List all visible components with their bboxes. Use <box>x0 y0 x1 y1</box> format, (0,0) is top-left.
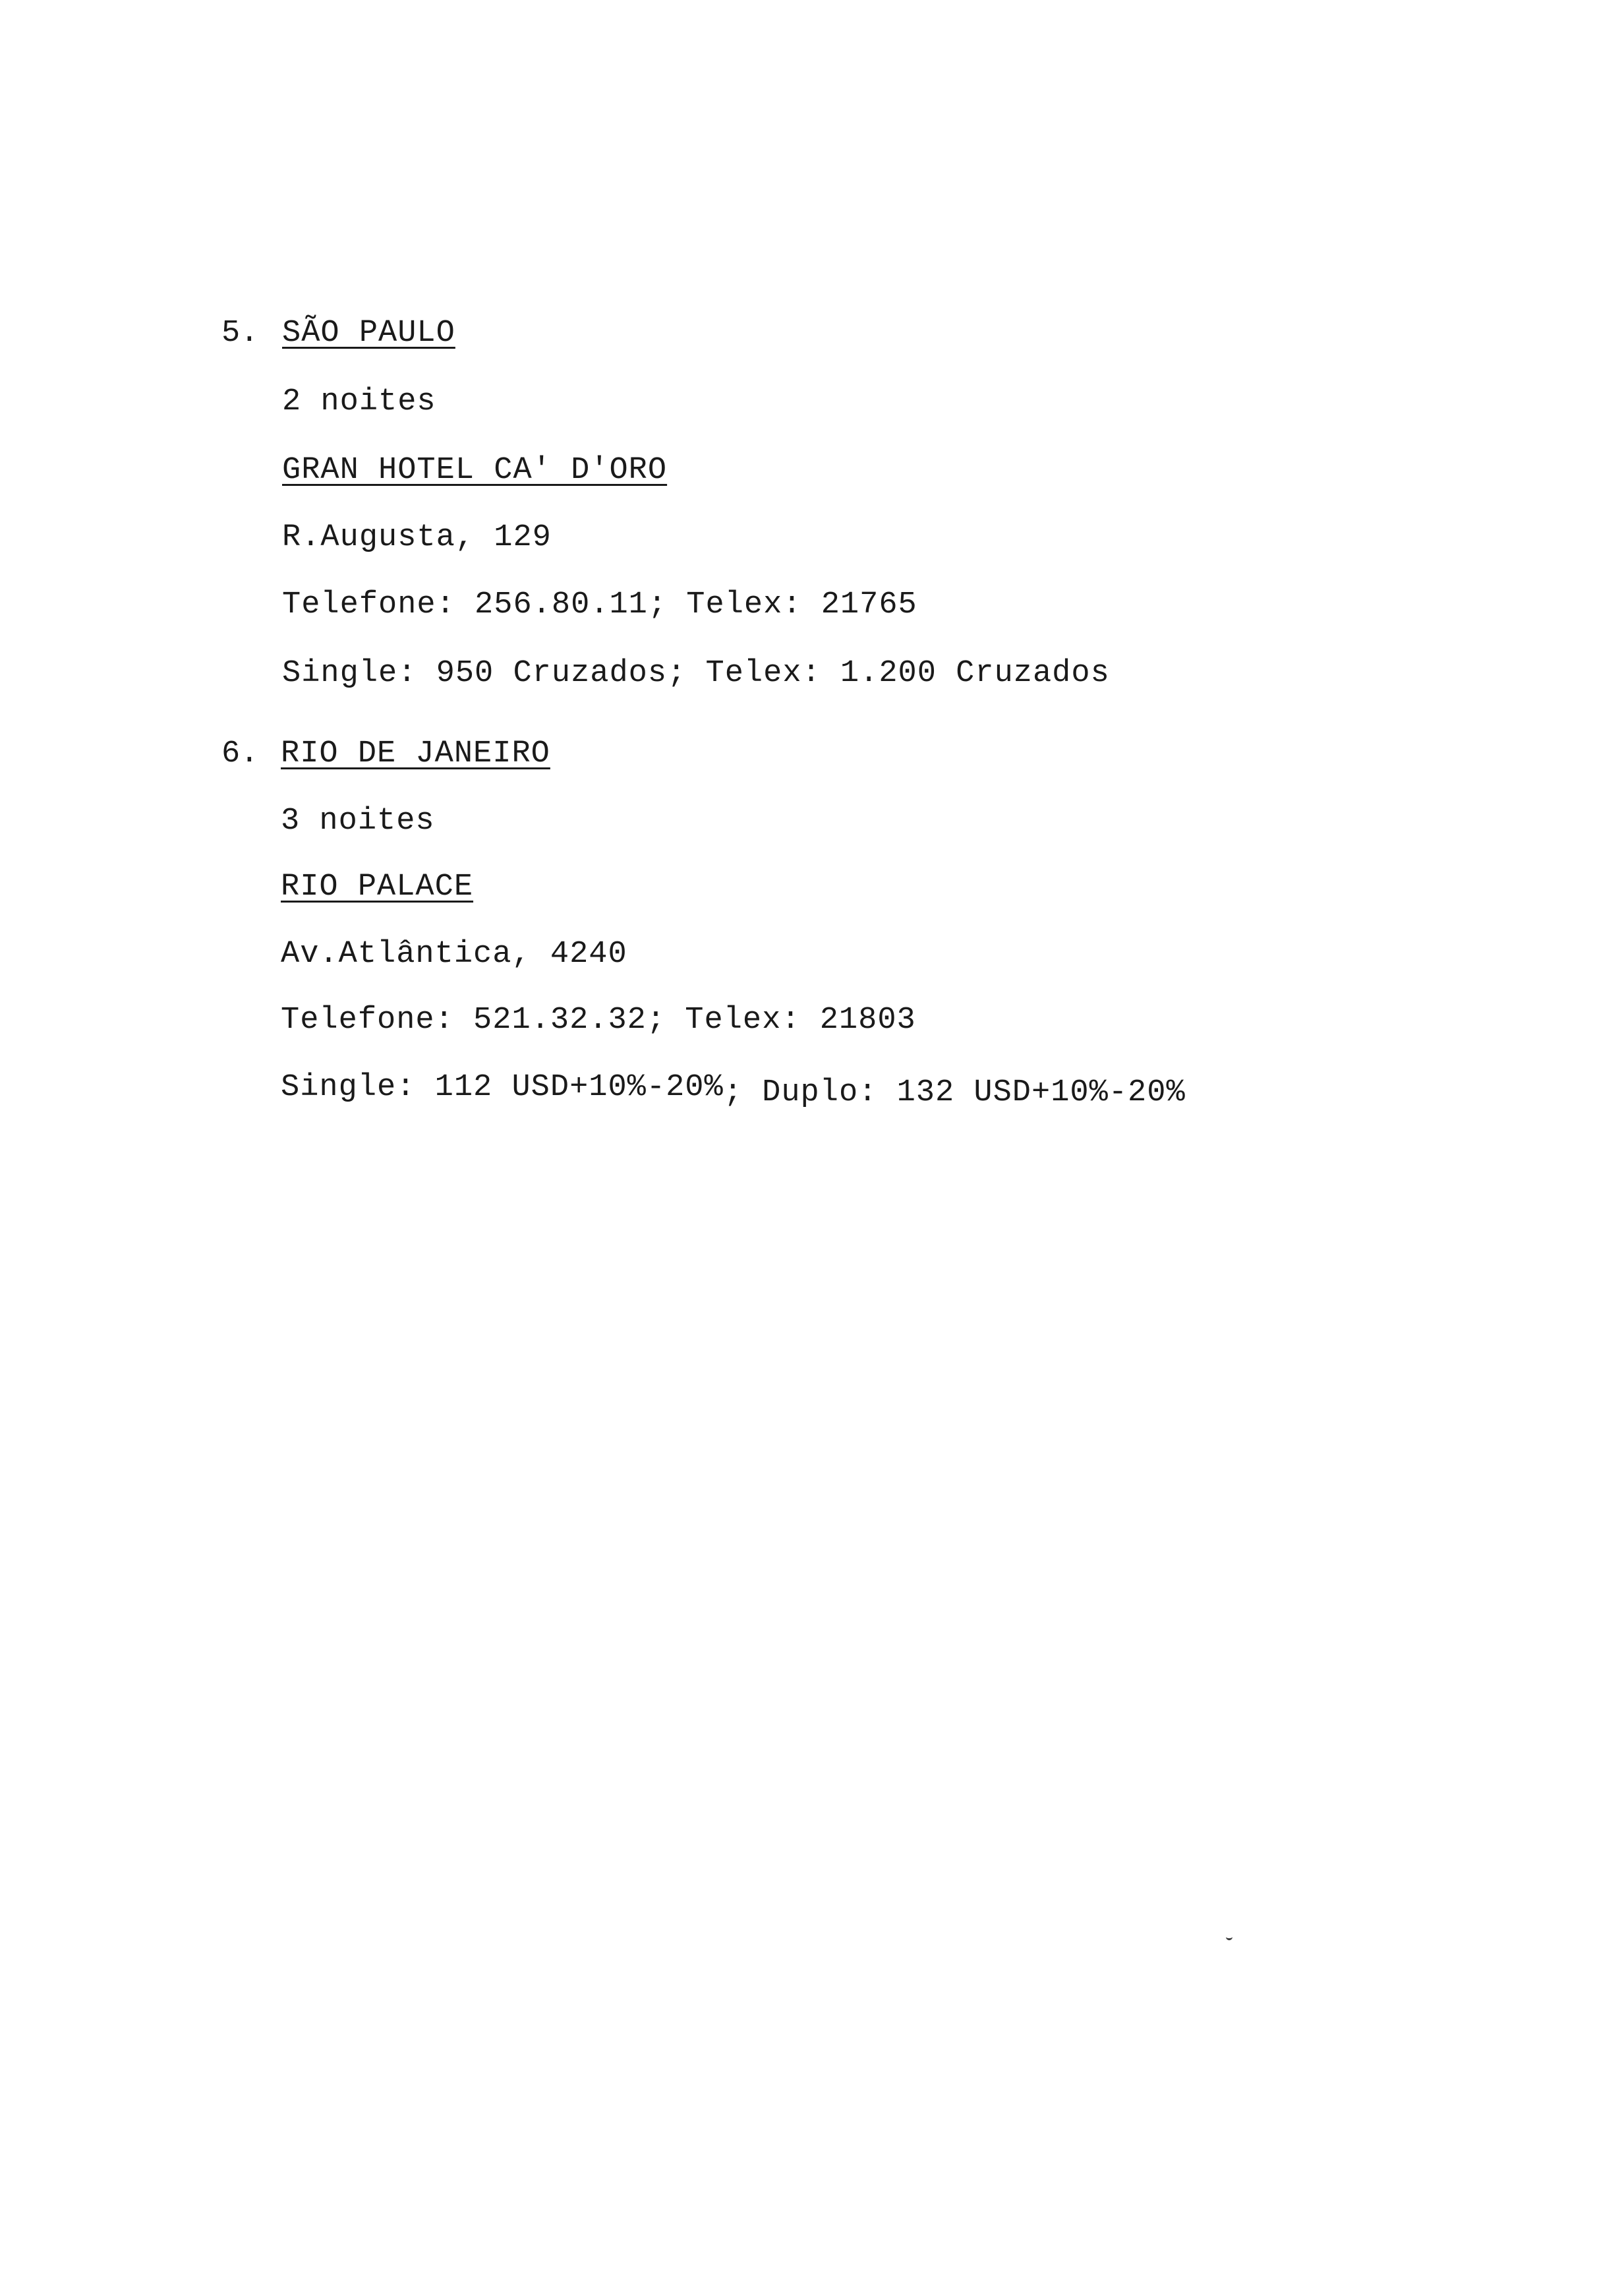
nights-count: 3 noites <box>281 804 435 839</box>
hotel-contact: Telefone: 521.32.32; Telex: 21803 <box>281 1003 916 1038</box>
section-number: 5. <box>221 316 259 351</box>
hotel-contact: Telefone: 256.80.11; Telex: 21765 <box>282 587 917 622</box>
hotel-name: GRAN HOTEL CA' D'ORO <box>282 453 668 488</box>
nights-count: 2 noites <box>282 384 436 419</box>
section-number: 6. <box>221 736 259 771</box>
city-heading: RIO DE JANEIRO <box>281 736 550 771</box>
city-heading: SÃO PAULO <box>282 316 455 351</box>
ink-speck <box>1226 1936 1232 1940</box>
double-rate: Duplo: 132 USD+10%-20% <box>742 1075 1186 1110</box>
hotel-name: RIO PALACE <box>281 870 474 905</box>
hotel-address: R.Augusta, 129 <box>282 520 552 555</box>
hotel-rates <box>281 1069 1186 1110</box>
hotel-rates: Single: 950 Cruzados; Telex: 1.200 Cruzados <box>282 656 1110 691</box>
rate-separator: ; <box>723 1075 743 1110</box>
hotel-address: Av.Atlântica, 4240 <box>281 937 627 972</box>
single-rate: Single: 112 USD+10%-20% <box>281 1070 724 1105</box>
